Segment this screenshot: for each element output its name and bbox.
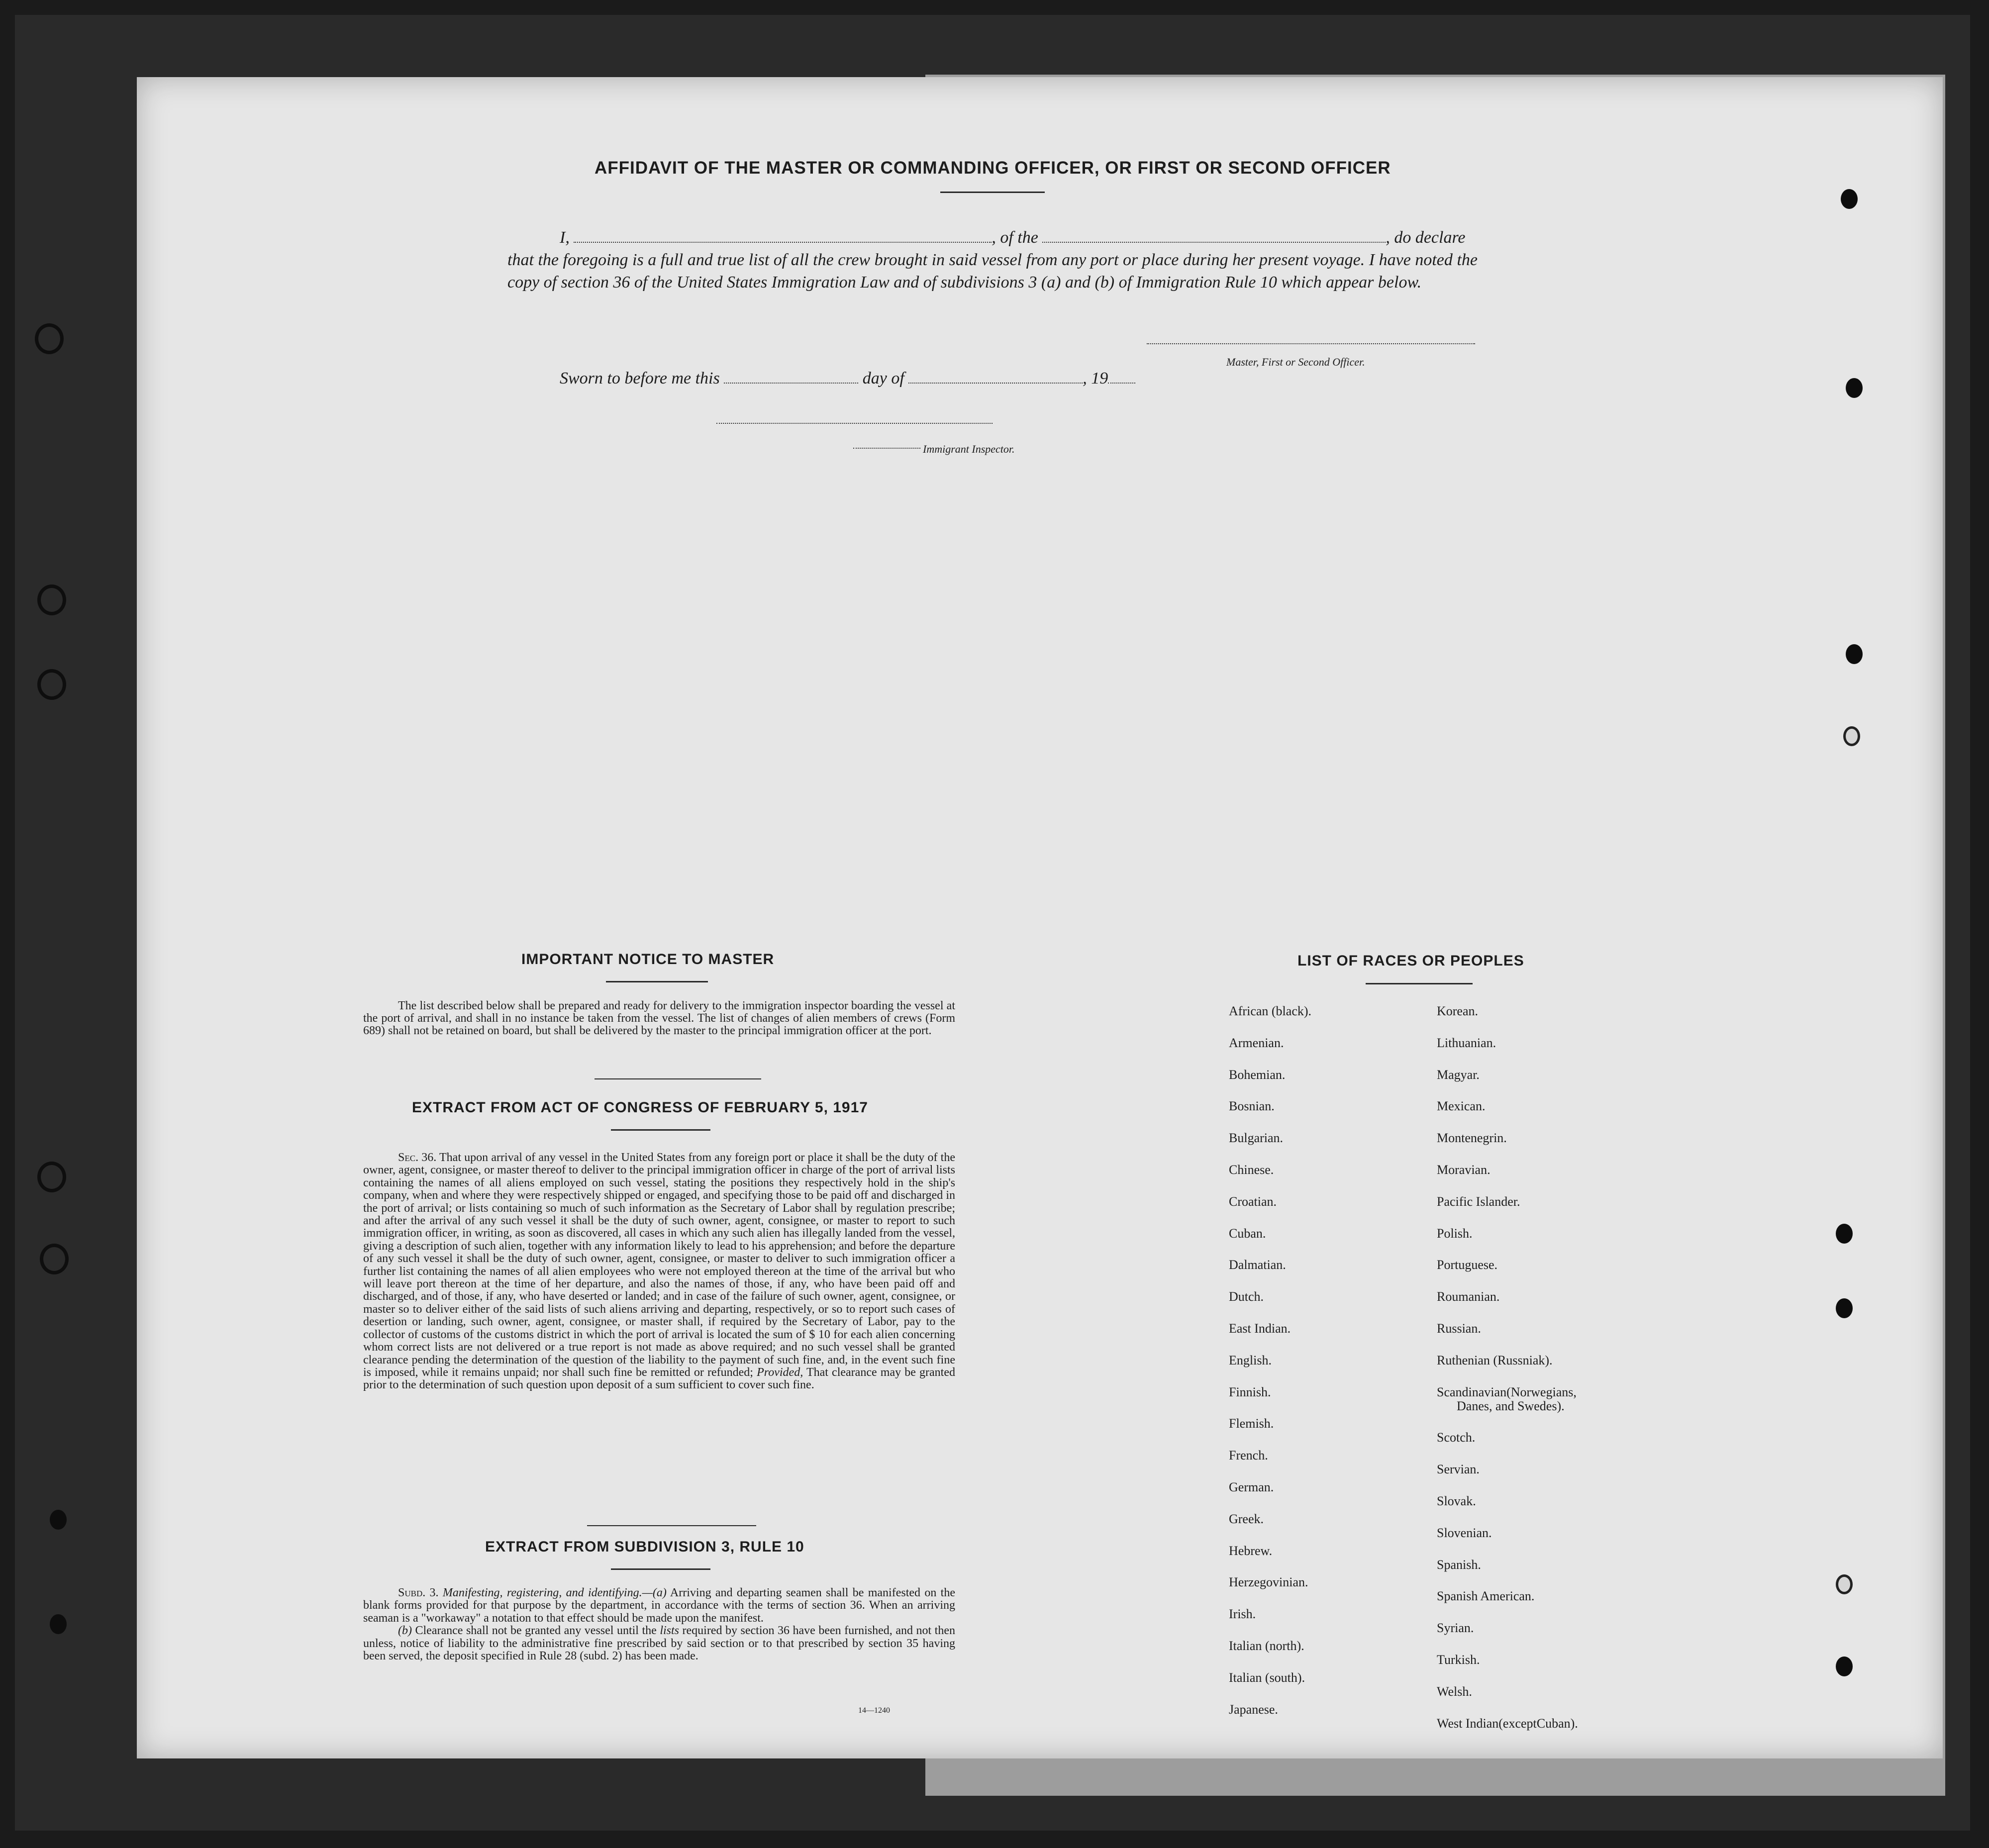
race-item: German.	[1229, 1480, 1274, 1494]
affidavit-i: I,	[560, 228, 570, 247]
race-item: Flemish.	[1229, 1416, 1274, 1431]
race-item: English.	[1229, 1353, 1272, 1367]
race-item: Montenegrin.	[1437, 1131, 1507, 1146]
race-item: Armenian.	[1229, 1035, 1284, 1050]
punch-hole-icon	[1846, 378, 1863, 398]
race-item: Bulgarian.	[1229, 1131, 1284, 1146]
race-item: Finnish.	[1229, 1384, 1271, 1399]
race-item: Bohemian.	[1229, 1067, 1286, 1082]
lists-word: lists	[660, 1624, 679, 1638]
form-number: 14—1240	[858, 1706, 890, 1715]
subd-text-b2: required by section 36 have been furnished, and not then unless, notice of liability to the administrative fine prescribed by said section or to that prescribed by section 35 having been served, the deposit specified in Rule 28 (subd. 2) has been made.	[363, 1624, 955, 1663]
race-item: Cuban.	[1229, 1226, 1266, 1241]
race-item: African (black).	[1229, 1004, 1312, 1018]
divider	[611, 1568, 710, 1570]
binder-mark-icon	[37, 1162, 66, 1192]
sec-label: Sec. 36.	[398, 1151, 437, 1164]
race-item: Pacific Islander.	[1437, 1194, 1520, 1209]
binder-mark-icon	[40, 1244, 69, 1274]
race-item: Welsh.	[1437, 1684, 1472, 1699]
punch-hole-icon	[1836, 1224, 1853, 1244]
divider	[587, 1525, 756, 1526]
race-item: Slovenian.	[1437, 1525, 1492, 1540]
vessel-field[interactable]	[1042, 242, 1386, 243]
day-of-label: day of	[862, 369, 904, 388]
affidavit-title: AFFIDAVIT OF THE MASTER OR COMMANDING OFFICER, OR FIRST OR SECOND OFFICER	[595, 158, 1391, 178]
divider	[606, 981, 708, 982]
race-item: Danes, and Swedes).	[1457, 1398, 1565, 1413]
punch-hole-icon	[1846, 644, 1863, 664]
provided-label: Provided,	[757, 1365, 803, 1379]
race-item: Russian.	[1437, 1321, 1481, 1336]
divider	[595, 1078, 761, 1079]
notice-text	[363, 1000, 955, 1037]
subd-label: Subd. 3.	[398, 1586, 439, 1599]
race-item: Scandinavian(Norwegians,	[1437, 1384, 1577, 1399]
divider	[940, 192, 1045, 193]
master-signature-field[interactable]	[1147, 343, 1475, 344]
race-item: Magyar.	[1437, 1067, 1480, 1082]
subd-text-a: Arriving and departing seamen shall be manifested on the blank forms provided for that purpose by the department, in accordance with the terms of section 36. When an arriving seaman is a "workaway" a notation to that effect should be made upon the manifest.	[363, 1586, 955, 1625]
race-item: Polish.	[1437, 1226, 1473, 1241]
race-item: Lithuanian.	[1437, 1035, 1496, 1050]
section-36-text	[363, 1152, 955, 1392]
race-item: Mexican.	[1437, 1099, 1486, 1114]
sworn-day-field[interactable]	[724, 383, 858, 384]
race-item: Italian (south).	[1229, 1670, 1305, 1685]
rule-title: EXTRACT FROM SUBDIVISION 3, RULE 10	[485, 1539, 804, 1555]
sec-body: That upon arrival of any vessel in the United States from any foreign port or place it shall be the duty of the owner, agent, consignee, or master thereof to deliver to the principal immigration officer in charge of the port of arrival lists containing the names of all aliens employed on such vessel, stating the positions they respectively hold in the ship's company, when and where they were respectively shipped or engaged, and specifying those to be paid off and discharged in the port of arrival; or lists containing so much of such information as the Secretary of Labor shall by regulation prescribe; and after the arrival of any such vessel it shall be the duty of such owner, agent, consignee, or master to report to such immigration officer, in writing, as soon as discovered, all cases in which any such alien has illegally landed from the vessel, giving a description of such alien, together with any information likely to lead to his apprehension; and before the departure of any such vessel it shall be the duty of such owner, agent, consignee, or master to deliver to such immigration officer a further list containing the names of all alien employees who were not employed thereon at the time of the arrival but who will leave port thereon at the time of her departure, and also the names of those, if any, who have been paid off and discharged, and of those, if any, who have deserted or landed; and in case of the failure of such owner, agent, consignee, or master so to deliver either of the said lists of such aliens arriving and departing, respectively, or so to report such cases of desertion or landing, such owner, agent, consignee, or master shall, if required by the Secretary of Labor, pay to the collector of customs of the customs district in which the port of arrival is located the sum of $ 10 for each alien concerning whom correct lists are not delivered or a true report is not made as above required; and no such vessel shall be granted clearance pending the determination of the question of the liability to the payment of such fine, and, in the event such fine is imposed, while it remains unpaid; nor shall such fine be remitted or refunded;	[363, 1151, 955, 1379]
inspector-signature-field-2[interactable]	[853, 448, 920, 449]
master-signature-label: Master, First or Second Officer.	[1226, 356, 1365, 368]
punch-hole-icon	[1836, 1574, 1853, 1594]
sworn-label: Sworn to before me this	[560, 369, 720, 388]
race-item: Slovak.	[1437, 1494, 1476, 1508]
affidavit-statement	[507, 226, 1478, 293]
race-item: Servian.	[1437, 1462, 1480, 1477]
inspector-label: Immigrant Inspector.	[923, 443, 1015, 455]
race-item: Herzegovinian.	[1229, 1575, 1308, 1590]
subdivision-3-text	[363, 1587, 955, 1662]
affidavit-declare: , do declare	[1386, 228, 1466, 247]
subd-heading: Manifesting, registering, and identifying.—(a)	[442, 1586, 667, 1599]
race-item: Croatian.	[1229, 1194, 1277, 1209]
race-item: Dalmatian.	[1229, 1258, 1286, 1272]
notice-paragraph: The list described below shall be prepared and ready for delivery to the immigration inspector boarding the vessel at the port of arrival, and shall in no instance be taken from the vessel. The list of changes of alien members of crews (Form 689) shall not be retained on board, but shall be delivered by the master to the principal immigration officer at the port.	[363, 999, 955, 1037]
punch-hole-icon	[50, 1614, 67, 1634]
affidavit-body: that the foregoing is a full and true list of all the crew brought in said vessel from any port or place during her present voyage. I have noted the copy of section 36 of the United States Immigration Law and of subdivisions 3 (a) and (b) of Immigration Rule 10 which appear below.	[507, 251, 1478, 292]
divider	[611, 1129, 710, 1131]
race-item: Hebrew.	[1229, 1543, 1273, 1558]
race-item: Roumanian.	[1437, 1289, 1500, 1304]
race-item: Spanish American.	[1437, 1589, 1535, 1604]
race-item: French.	[1229, 1448, 1268, 1463]
punch-hole-icon	[1841, 189, 1858, 209]
notice-title: IMPORTANT NOTICE TO MASTER	[521, 951, 775, 968]
race-item: West Indian(exceptCuban).	[1437, 1716, 1578, 1731]
year-label: , 19	[1083, 369, 1108, 388]
race-item: Bosnian.	[1229, 1099, 1275, 1114]
punch-hole-icon	[1836, 1298, 1853, 1318]
race-item: Chinese.	[1229, 1163, 1274, 1177]
binder-mark-icon	[37, 584, 66, 615]
race-item: Spanish.	[1437, 1557, 1481, 1572]
act-title: EXTRACT FROM ACT OF CONGRESS OF FEBRUARY 5, 1917	[412, 1099, 868, 1116]
punch-hole-icon	[1836, 1656, 1853, 1676]
race-item: Turkish.	[1437, 1653, 1480, 1667]
inspector-signature-field[interactable]	[716, 423, 993, 424]
binder-mark-icon	[37, 669, 66, 700]
sec-body-end: That clearance may be granted prior to the determination of such question upon deposit of a sum sufficient to cover such fine.	[363, 1365, 955, 1392]
races-title: LIST OF RACES OR PEOPLES	[1297, 953, 1524, 969]
punch-hole-icon	[50, 1510, 67, 1530]
race-item: Dutch.	[1229, 1289, 1264, 1304]
race-item: Greek.	[1229, 1511, 1264, 1526]
sworn-year-field[interactable]	[1108, 383, 1135, 384]
race-item: Portuguese.	[1437, 1258, 1498, 1272]
race-item: Korean.	[1437, 1004, 1479, 1018]
subd-b-label: (b)	[398, 1624, 412, 1638]
race-item: Ruthenian (Russniak).	[1437, 1353, 1553, 1367]
race-item: Irish.	[1229, 1607, 1256, 1622]
form-page	[137, 77, 1943, 1758]
sworn-line	[560, 369, 1135, 388]
punch-hole-icon	[1843, 726, 1860, 746]
race-item: Syrian.	[1437, 1621, 1474, 1636]
race-item: Italian (north).	[1229, 1639, 1304, 1653]
race-item: East Indian.	[1229, 1321, 1291, 1336]
name-field[interactable]	[574, 242, 992, 243]
affidavit-of-the: , of the	[992, 228, 1038, 247]
race-item: Scotch.	[1437, 1430, 1476, 1445]
race-item: Japanese.	[1229, 1702, 1278, 1717]
sworn-month-field[interactable]	[908, 383, 1083, 384]
divider	[1366, 983, 1473, 984]
subd-text-b1: Clearance shall not be granted any vessel until the	[415, 1624, 657, 1638]
race-item: Moravian.	[1437, 1163, 1491, 1177]
binder-mark-icon	[35, 323, 64, 354]
